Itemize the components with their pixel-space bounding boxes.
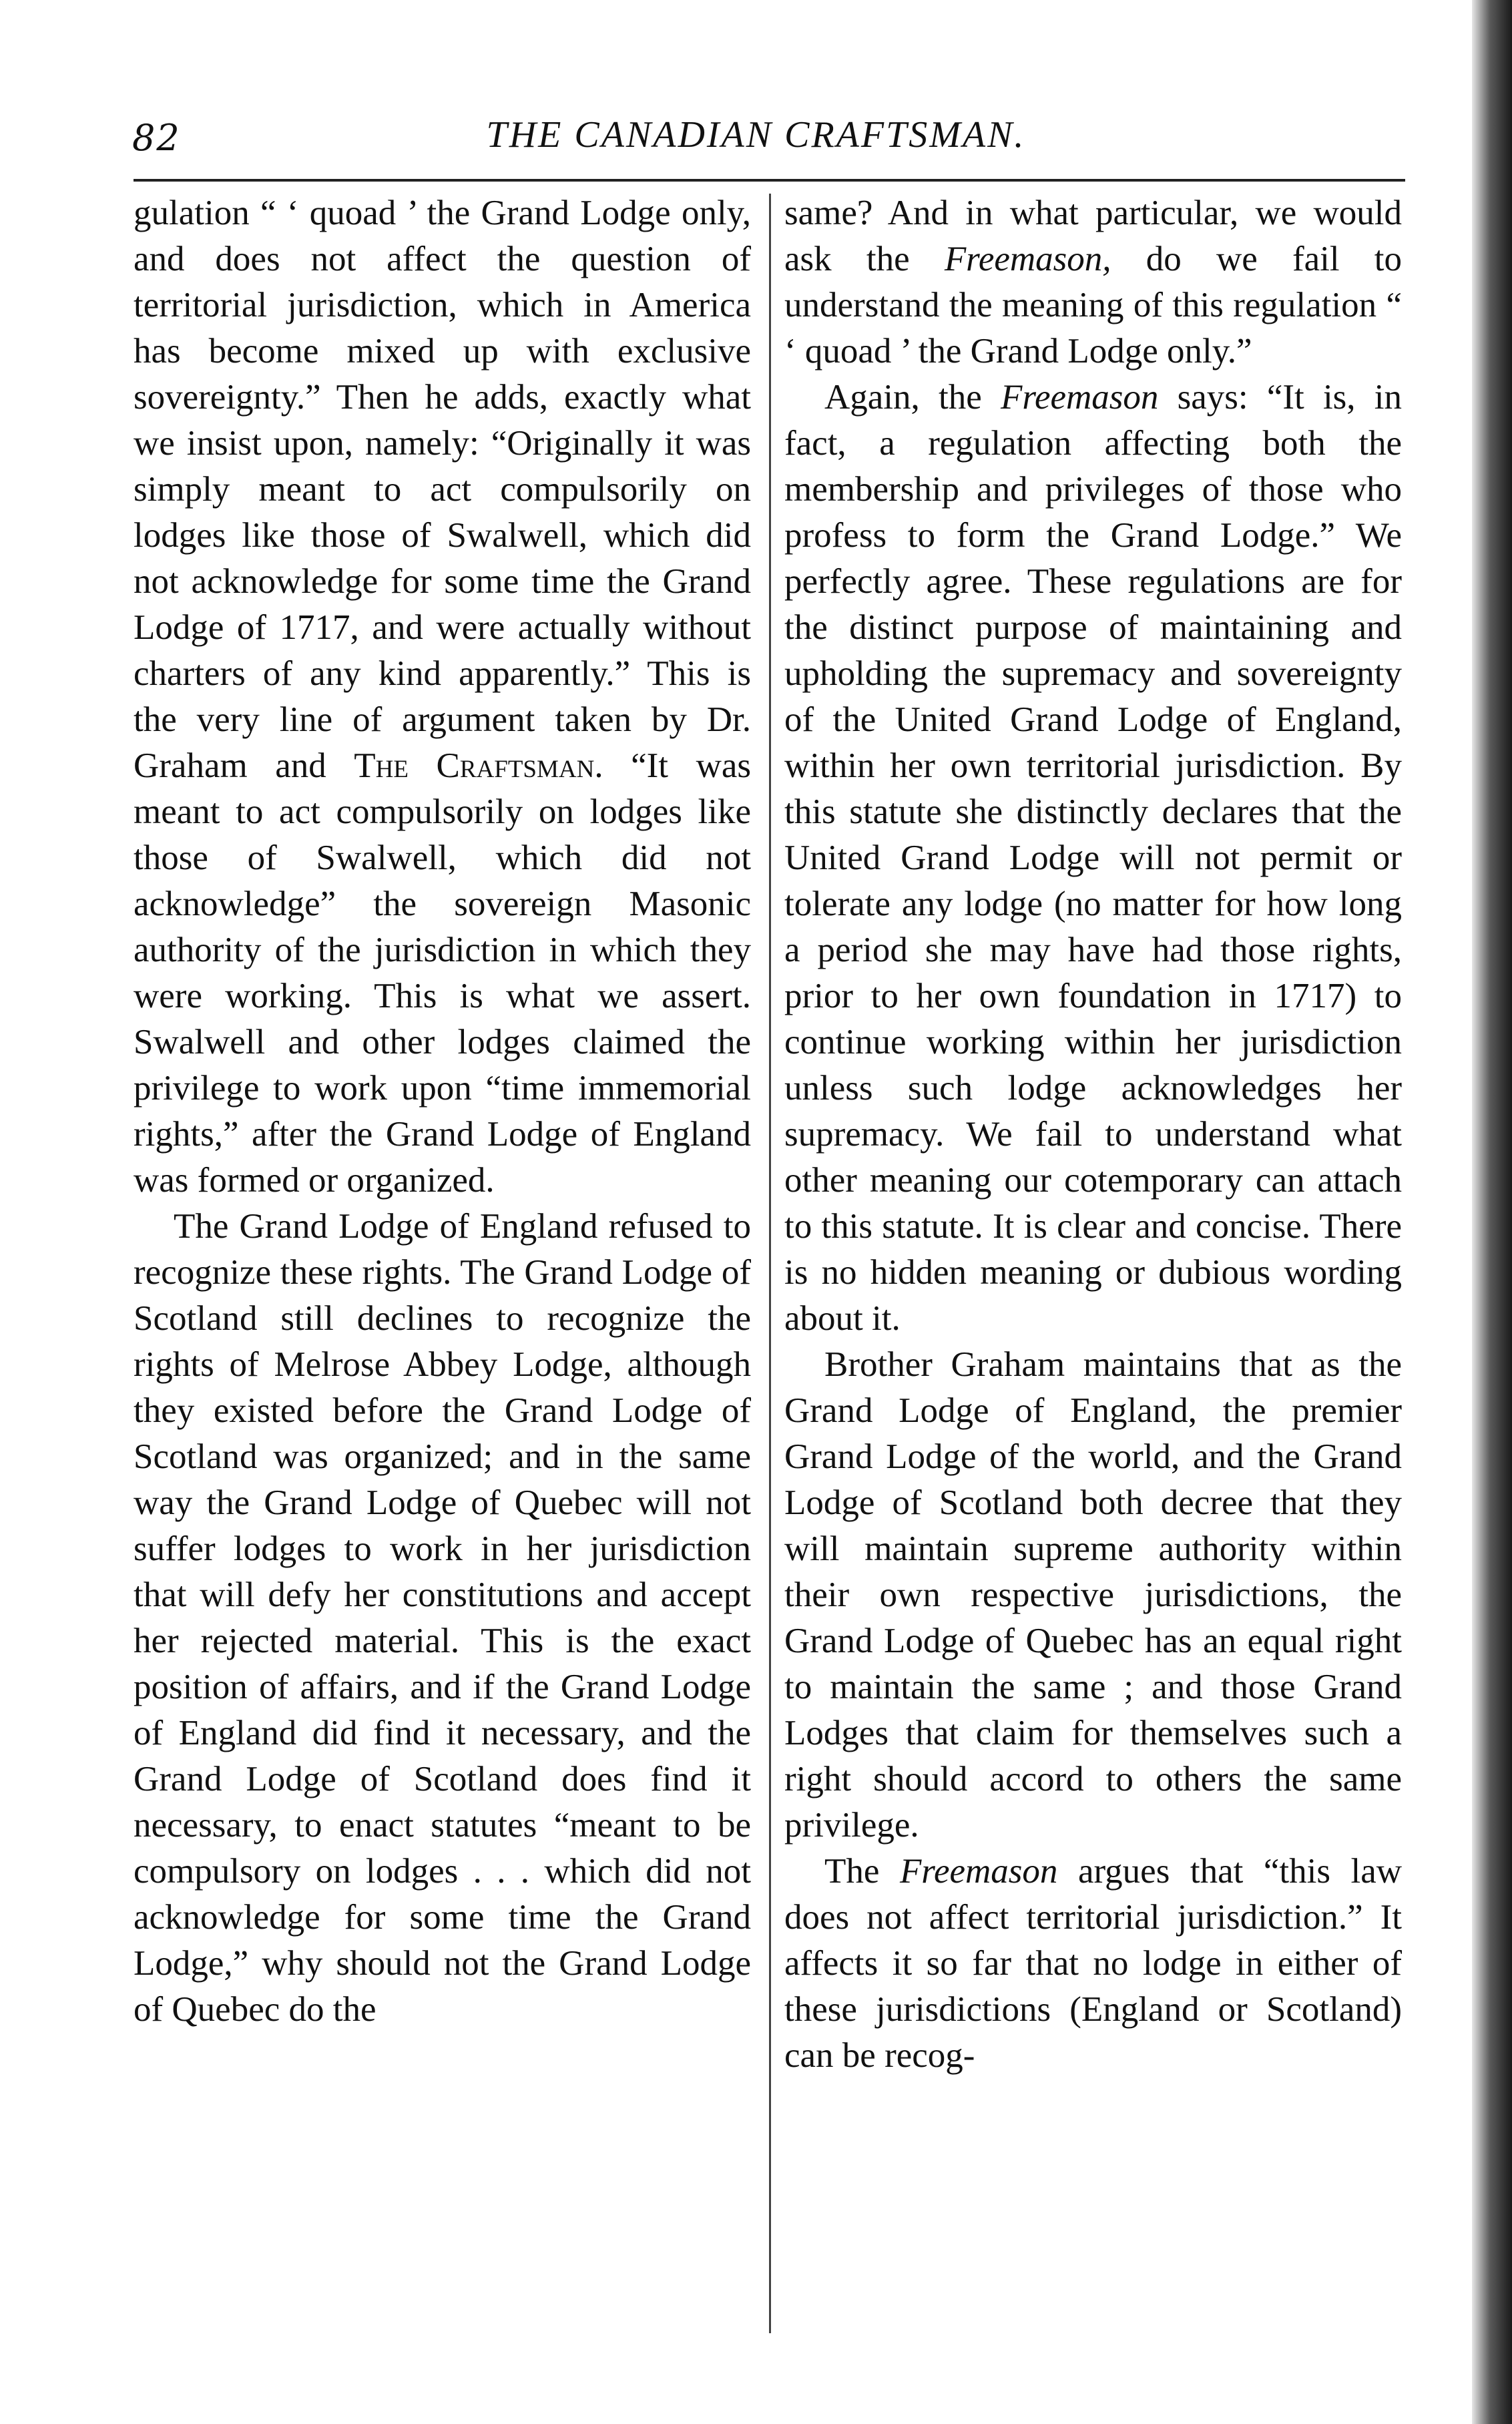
right-p2-text-a: Again, the [824,378,1001,417]
page-number: 82 [132,117,181,159]
right-p2-italic: Freemason [1000,378,1159,417]
left-paragraph-2: The Grand Lodge of England refused to recognize these rights. The Grand Lodge of Scotland still declines to recognize the rights of Melrose Abbey Lodge, although they existed before the Grand Lodge of Scotland was organized; and in the same way the Grand Lodge of Quebec will not suffer lodges to work in her jurisdiction that will defy her constitutions and accept her rejected material. This is the exact position of affairs, and if the Grand Lodge of England did find it necessary, and the Grand Lodge of Scotland does find it necessary, to enact statutes “meant to be compulsory on lodges . . . which did not acknowledge for some time the Grand Lodge,” why should not the Grand Lodge of Quebec do the [134,1207,751,2029]
left-paragraph-1 [134,190,751,1204]
right-p4-italic: Freemason [899,1852,1058,1891]
right-paragraph-2 [784,375,1402,1342]
right-column [784,190,1402,2079]
column-divider [769,194,771,2333]
right-p1-text-a: same? And in what particular, we would ask the [784,194,1402,278]
right-paragraph-4 [784,1849,1402,2079]
right-p4-text-b: argues that “this law does not affect territorial jurisdiction.” It affects it so far that no lodge in either of these jurisdictions (England or Scotland) can be recog- [784,1852,1402,2075]
right-paragraph-1 [784,190,1402,375]
right-p1-text-b: do we fail to understand the meaning of this regulation “ ‘ quoad ’ the Grand Lodge only.” [784,240,1402,371]
running-title: THE CANADIAN CRAFTSMAN. [486,114,1026,156]
right-p1-italic: Freemason, [944,240,1111,278]
page-edge-shadow [1472,0,1512,2424]
left-p1-text-a: gulation “ ‘ quoad ’ the Grand Lodge only, and does not affect the question of territorial jurisdiction, which in America has become mixed up with exclusive sovereignty.” Then he adds, exactly what we insist upon, namely: “Originally it was simply meant to act compulsorily on lodges like those of Swalwell, which did not acknowledge for some time the Grand Lodge of 1717, and were actually without charters of any kind apparently.” This is the very line of argument taken by Dr. Graham and [134,194,751,785]
left-p1-smallcaps: The Craftsman. [354,746,603,785]
right-p4-text-a: The [824,1852,900,1891]
left-column [134,190,751,2033]
right-p2-text-b: says: “It is, in fact, a regulation affecting both the membership and privileges of those who profess to form the Grand Lodge.” We perfectly agree. These regulations are for the distinct purpose of maintaining and upholding the supremacy and sovereignty of the United Grand Lodge of England, within her own territorial jurisdiction. By this statute she distinctly declares that the United Grand Lodge will not permit or tolerate any lodge (no matter for how long a period she may have had those rights, prior to her own foundation in 1717) to continue working within her jurisdiction unless such lodge acknowledges her supremacy. We fail to understand what other meaning our cotemporary can attach to this statute. It is clear and concise. There is no hidden meaning or dubious wording about it. [784,378,1402,1338]
header-rule [134,179,1405,182]
right-paragraph-3: Brother Graham maintains that as the Grand Lodge of England, the premier Grand Lodge of the world, and the Grand Lodge of Scotland both decree that they will maintain supreme authority within their own respective jurisdictions, the Grand Lodge of Quebec has an equal right to maintain the same ; and those Grand Lodges that claim for themselves such a right should accord to others the same privilege. [784,1345,1402,1845]
left-p1-text-b: “It was meant to act compulsorily on lodges like those of Swalwell, which did not acknowledge” the sovereign Masonic authority of the jurisdiction in which they were working. This is what we assert. Swalwell and other lodges claimed the privilege to work upon “time immemorial rights,” after the Grand Lodge of England was formed or organized. [134,746,751,1200]
